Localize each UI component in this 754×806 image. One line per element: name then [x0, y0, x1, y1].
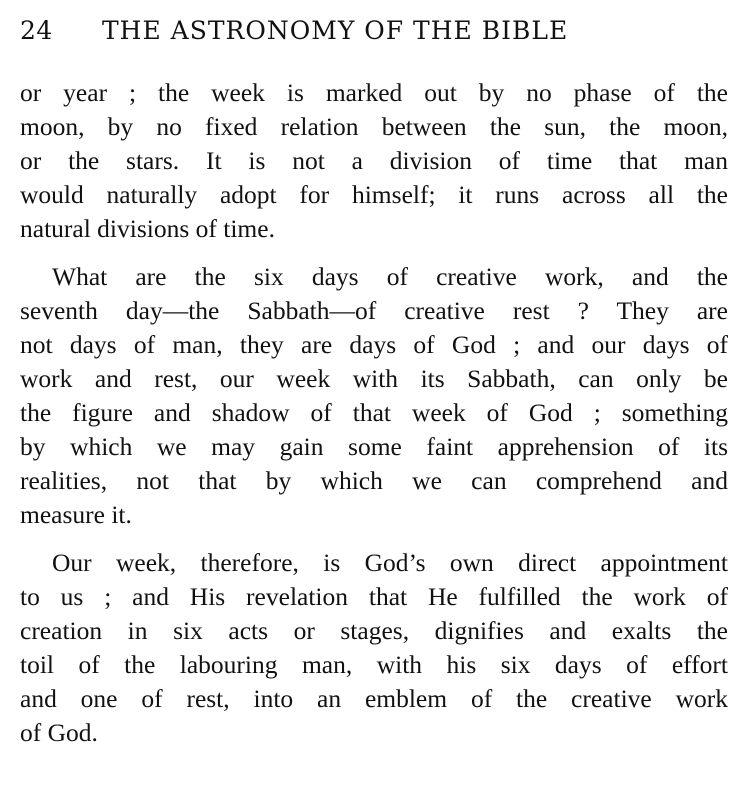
- text-line: by which we may gain some faint apprehension of its: [20, 432, 728, 461]
- text-line: Our week, therefore, is God’s own direct appointment: [52, 548, 728, 577]
- running-header: [20, 16, 650, 52]
- text-line: measure it.: [20, 500, 132, 529]
- text-line: What are the six days of creative work, and the: [52, 262, 728, 291]
- text-line: realities, not that by which we can comprehend and: [20, 466, 728, 495]
- text-line: of God.: [20, 718, 98, 747]
- text-line: would naturally adopt for himself; it runs across all the: [20, 180, 728, 209]
- page-number: 24: [20, 16, 53, 45]
- paragraph: [20, 546, 728, 750]
- paragraph: [20, 76, 728, 246]
- body-text: [20, 76, 728, 750]
- text-line: work and rest, our week with its Sabbath, can only be: [20, 364, 728, 393]
- paragraph-gap: [20, 246, 728, 260]
- text-line: or year ; the week is marked out by no phase of the: [20, 78, 728, 107]
- text-line: or the stars. It is not a division of time that man: [20, 146, 728, 175]
- text-line: toil of the labouring man, with his six days of effort: [20, 650, 728, 679]
- text-line: seventh day—the Sabbath—of creative rest ? They are: [20, 296, 728, 325]
- text-line: and one of rest, into an emblem of the creative work: [20, 684, 728, 713]
- paragraph-gap: [20, 532, 728, 546]
- paragraph: [20, 260, 728, 532]
- text-line: moon, by no fixed relation between the sun, the moon,: [20, 112, 728, 141]
- running-title: THE ASTRONOMY OF THE BIBLE: [102, 16, 569, 45]
- text-line: creation in six acts or stages, dignifies and exalts the: [20, 616, 728, 645]
- text-line: to us ; and His revelation that He fulfilled the work of: [20, 582, 728, 611]
- text-line: natural divisions of time.: [20, 214, 275, 243]
- text-line: the figure and shadow of that week of God ; something: [20, 398, 728, 427]
- text-line: not days of man, they are days of God ; and our days of: [20, 330, 728, 359]
